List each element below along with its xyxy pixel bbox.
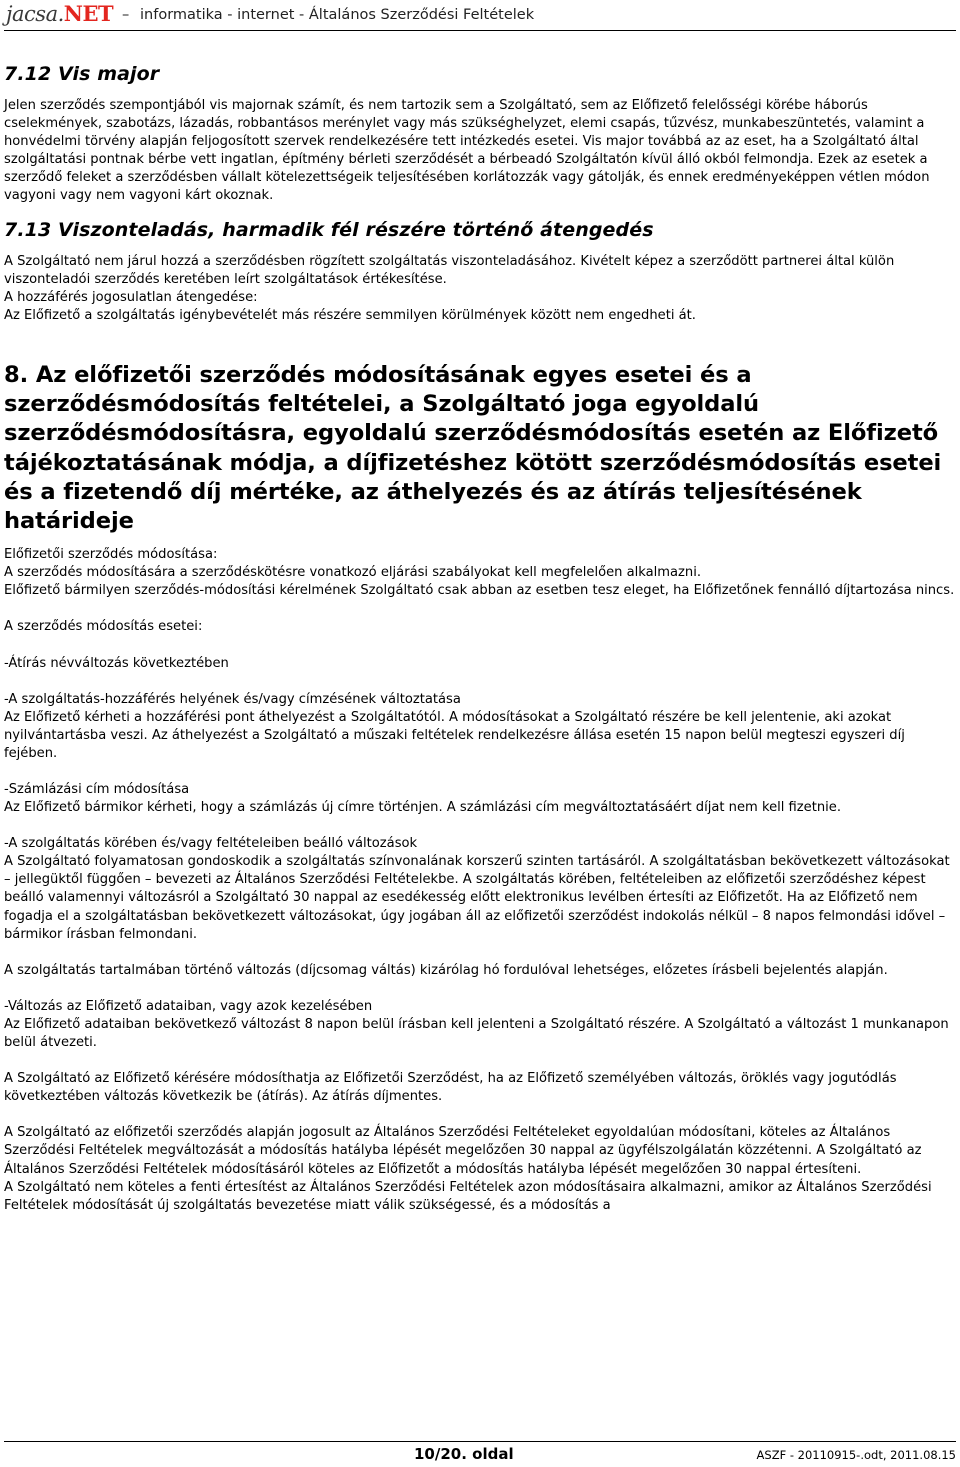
case-billing-address-text: Az Előfizető bármikor kérheti, hogy a számlázás új címre történjen. A számlázási cím megváltoztatásáért díjat nem kell fizetnie. <box>4 800 842 816</box>
transfer-of-contract-paragraph: A Szolgáltató az Előfizető kérésére módosíthatja az Előfizetői Szerződést, ha az Előfizető személyében változás, öröklés vagy jogutódlás következtében változás következik be (átírás). Az átírás díjmentes. <box>4 1071 897 1105</box>
case-relocation-text: Az Előfizető kérheti a hozzáférési pont áthelyezést a Szolgáltatótól. A módosításokat a Szolgáltató részére be kell jelentenie, aki azokat nyilvántartásba veszi. Az áthelyezést a Szolgáltató a műszaki feltételek rendelkezésre állása esetén 15 napon belül megteszi egyszeri díj fejében. <box>4 709 905 761</box>
document-id: ASZF - 20110915-.odt, 2011.08.15 <box>756 1448 956 1462</box>
vis-major-paragraph: Jelen szerződés szempontjából vis majornak számít, és nem tartozik sem a Szolgáltató, sem az Előfizető felelősségi körébe háborús cselekmények, szabotázs, lázadás, robbantásos merénylet vagy más szükséghelyzet, elemi csapás, tűzvész, munkabeszüntetés, valamint a honvédelmi törvény alapján feljogosított szervek rendelkezésére tett intézkedés esetei. Vis major továbbá az az eset, ha a Szolgáltató által szolgáltatási pontnak bérbe vett ingatlan, építmény bérleti szerződését a bérbeadó Szolgáltatón kívül álló okból felmondja. Ezek az esetek a szerződő feleket a szerződésben vállalt kötelezettségeik teljesítésében korlátozzák vagy gátolják, és ennek eredményeképpen vétlen módon vagyoni vagy nem vagyoni kárt okoznak. <box>4 98 930 204</box>
case-relocation-title: -A szolgáltatás-hozzáférés helyének és/vagy címzésének változtatása <box>4 691 461 707</box>
unauthorized-transfer-label: A hozzáférés jogosulatlan átengedése: <box>4 289 258 305</box>
case-subscriber-data-text: Az Előfizető adataiban bekövetkező változást 8 napon belül írásban kell jelenteni a Szolgáltató részére. A Szolgáltató a változást 1 munkanapon belül átvezeti. <box>4 1016 949 1051</box>
case-package-change-text: A szolgáltatás tartalmában történő változás (díjcsomag váltás) kizárólag hó fordulóval lehetséges, előzetes írásbeli bejelentés alapján. <box>4 962 888 978</box>
page-footer <box>4 1441 956 1466</box>
case-service-change-title: -A szolgáltatás körében és/vagy feltételeiben beálló változások <box>4 836 418 852</box>
modification-condition-paragraph: Előfizető bármilyen szerződés-módosítási kérelmének Szolgáltató csak abban az esetben tesz eleget, ha Előfizetőnek fennálló díjtartozása nincs. <box>4 583 955 599</box>
unilateral-modification-paragraph: A Szolgáltató az előfizetői szerződés alapján jogosult az Általános Szerződési Feltételeket egyoldalúan módosítani, köteles az Általános Szerződési Feltételek megváltozását a módosítás hatályba lépését megelőzően 30 nappal az ügyfélszolgálatán közzétenni. A Szolgáltató az Általános Szerződési Feltételek módosításáról köteles az Előfizetőt a módosítás hatályba lépését megelőzően 30 nappal értesíteni. <box>4 1125 922 1177</box>
case-name-change-title: -Átírás névváltozás következtében <box>4 655 229 671</box>
modification-lead: Előfizetői szerződés módosítása: <box>4 547 218 563</box>
page-header <box>4 0 956 31</box>
logo-jacsa-text: jacsa. <box>6 2 64 26</box>
case-billing-address-title: -Számlázási cím módosítása <box>4 782 190 797</box>
header-title: informatika - internet - Általános Szerződési Feltételek <box>140 7 535 23</box>
section-heading-8: 8. Az előfizetői szerződés módosításának egyes esetei és a szerződésmódosítás feltételei, a Szolgáltató joga egyoldalú szerződésmódosításra, egyoldalú szerződésmódosítás esetén az Előfizető tájékoztatásának módja, a díjfizetéshez kötött szerződésmódosítás esetei és a fizetendő díj mértéke, az áthelyezés és az átírás teljesítésének határideje <box>4 361 942 534</box>
logo-net-text: NET <box>63 1 114 26</box>
resale-paragraph: A Szolgáltató nem járul hozzá a szerződésben rögzített szolgáltatás viszonteladásához. Kivételt képez a szerződött partnerei által külön viszonteladói szerződés keretében leírt szolgáltatások értékesítése. <box>4 253 895 287</box>
header-separator: – <box>122 7 130 23</box>
modification-rule-paragraph: A szerződés módosítására a szerződéskötésre vonatkozó eljárási szabályokat kell megfelelően alkalmazni. <box>4 565 702 581</box>
section-heading-7-12: 7.12 Vis major <box>4 63 160 85</box>
modification-cases-heading: A szerződés módosítás esetei: <box>4 619 203 635</box>
page-number: 10/20. oldal <box>414 1445 514 1463</box>
site-logo <box>6 1 113 26</box>
case-service-change-text: A Szolgáltató folyamatosan gondoskodik a szolgáltatás színvonalának korszerű szinten tartásáról. A szolgáltatásban bekövetkezett változásokat – jellegüktől függően – bevezeti az Általános Szerződési Feltételekbe. A szolgáltatás körében, feltételeiben az előfizetői szerződéshez képest beálló valamennyi változásról a Szolgáltató 30 nappal az esedékesség előtt elektronikus levélben értesíti az Előfizetőt. Ha az Előfizető nem fogadja el a szolgáltatásban bekövetkezett változásokat, úgy jogában áll az előfizetői szerződést indokolás nélkül – 8 napos felmondási idővel – bármikor írásban felmondani. <box>4 854 950 942</box>
notification-exception-paragraph: A Szolgáltató nem köteles a fenti értesítést az Általános Szerződési Feltételek azon módosításaira alkalmazni, amikor az Általános Szerződési Feltételek módosítását új szolgáltatás bevezetése miatt válik szükségessé, és a módosítás a <box>4 1179 932 1213</box>
section-heading-7-13: 7.13 Viszonteladás, harmadik fél részére történő átengedés <box>4 218 654 241</box>
transfer-prohibition-paragraph: Az Előfizető a szolgáltatás igénybevételét más részére semmilyen körülmények között nem engedheti át. <box>4 307 696 323</box>
document-body <box>4 60 956 1215</box>
case-subscriber-data-title: -Változás az Előfizető adataiban, vagy azok kezelésében <box>4 998 373 1014</box>
